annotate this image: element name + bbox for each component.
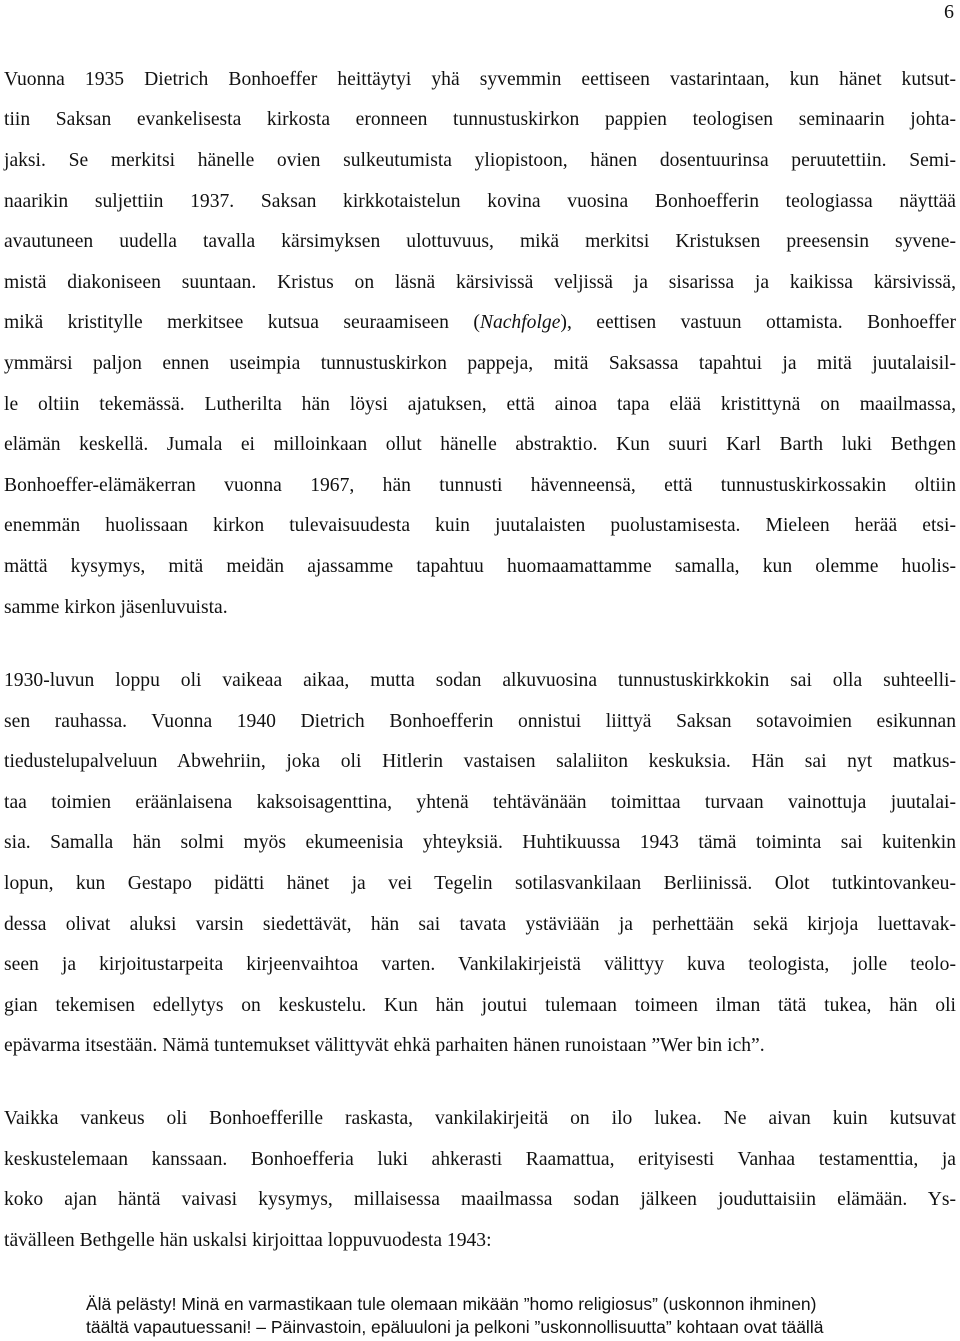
page-number: 6: [944, 1, 954, 23]
text-line: tävälleen Bethgelle hän uskalsi kirjoittaa loppuvuodesta 1943:: [4, 1230, 492, 1251]
text-line: enemmän huolissaan kirkon tulevaisuudesta kuin juutalaisten puolustamisesta. Mieleen herää etsi-: [4, 515, 956, 536]
text-line: koko ajan häntä vaivasi kysymys, millaisessa maailmassa sodan jälkeen jouduttaisiin elämään. Ys-: [4, 1189, 956, 1210]
text-line: epävarma itsestään. Nämä tuntemukset välittyvät ehkä parhaiten hänen runoistaan ”Wer bin ich”.: [4, 1035, 765, 1056]
text-line: Vaikka vankeus oli Bonhoefferille raskasta, vankilakirjeitä on ilo lukea. Ne aivan kuin kutsuvat: [4, 1108, 956, 1129]
text-line: elämän keskellä. Jumala ei milloinkaan ollut hänelle abstraktio. Kun suuri Karl Barth luki Bethgen: [4, 434, 956, 455]
text-line: jaksi. Se merkitsi hänelle ovien sulkeutumista yliopistoon, hänen dosentuurinsa peruutettiin. Semi-: [4, 150, 956, 171]
text-line: seen ja kirjoitustarpeita kirjeenvaihtoa varten. Vankilakirjeistä välittyy kuva teologista, jolle teolo-: [4, 954, 956, 975]
text-line-with-italic: [4, 310, 956, 336]
text-line: sia. Samalla hän solmi myös ekumeenisia yhteyksiä. Huhtikuussa 1943 tämä toiminta sai kuitenkin: [4, 832, 956, 853]
italic-term: Nachfolge: [479, 312, 561, 333]
text-line: ymmärsi paljon ennen useimpia tunnustuskirkon pappeja, mitä Saksassa tapahtui ja mitä juutalaisil-: [4, 353, 956, 374]
text-line: taa toimien eräänlaisena kaksoisagenttina, yhtenä tehtävänään toimittaa turvaan vainottuja juutalai-: [4, 792, 956, 813]
text-line: mättä kysymys, mitä meidän ajassamme tapahtuu huomaamattamme samalla, kun olemme huolis-: [4, 556, 956, 577]
text-line: sen rauhassa. Vuonna 1940 Dietrich Bonhoefferin onnistui liittyä Saksan sotavoimien esikunnan: [4, 711, 956, 732]
quote-line: täältä vapautuessani! – Päinvastoin, epäluuloni ja pelkoni ”uskonnollisuutta” kohtaan ovat täällä: [86, 1317, 824, 1337]
text-segment: mikä kristitylle merkitsee kutsua seuraamiseen (: [4, 312, 480, 333]
text-line: tiin Saksan evankelisesta kirkosta eronneen tunnustuskirkon pappien teologisen seminaarin johta-: [4, 109, 956, 130]
text-line: le oltiin tekemässä. Lutherilta hän löysi ajatuksen, että ainoa tapa elää kristittynä on maailmassa,: [4, 394, 956, 415]
text-line: dessa olivat aluksi varsin siedettävät, hän sai tavata ystäviään ja perhettään sekä kirjoja luettavak-: [4, 914, 956, 935]
quote-line: Älä pelästy! Minä en varmastikaan tule olemaan mikään ”homo religiosus” (uskonnon ihminen): [86, 1294, 817, 1314]
text-line: avautuneen uudella tavalla kärsimyksen ulottuvuus, mikä merkitsi Kristuksen preesensin syvene-: [4, 231, 956, 252]
text-line: mistä diakoniseen suuntaan. Kristus on läsnä kärsivissä veljissä ja sisarissa ja kaikissa kärsivissä,: [4, 272, 956, 293]
text-line: naarikin suljettiin 1937. Saksan kirkkotaistelun kovina vuosina Bonhoefferin teologiassa näyttää: [4, 191, 956, 212]
text-line: Bonhoeffer-elämäkerran vuonna 1967, hän tunnusti hävenneensä, että tunnustuskirkossakin oltiin: [4, 475, 956, 496]
text-line: 1930-luvun loppu oli vaikeaa aikaa, mutta sodan alkuvuosina tunnustuskirkkokin sai olla suhteelli-: [4, 670, 956, 691]
text-line: keskustelemaan kanssaan. Bonhoefferia luki ahkerasti Raamattua, erityisesti Vanhaa testamenttia, ja: [4, 1149, 956, 1170]
text-segment: ), eettisen vastuun ottamista. Bonhoeffer: [560, 312, 957, 333]
text-line: lopun, kun Gestapo pidätti hänet ja vei Tegelin sotilasvankilaan Berliinissä. Olot tutkintovankeu-: [4, 873, 956, 894]
text-line: tiedustelupalveluun Abwehriin, joka oli Hitlerin vastaisen salaliiton keskuksia. Hän sai nyt matkus-: [4, 751, 956, 772]
text-line: samme kirkon jäsenluvuista.: [4, 597, 228, 618]
text-line: gian tekemisen edellytys on keskustelu. Kun hän joutui tulemaan toimeen ilman tätä tukea, hän oli: [4, 995, 956, 1016]
text-line: Vuonna 1935 Dietrich Bonhoeffer heittäytyi yhä syvemmin eettiseen vastarintaan, kun hänet kutsut-: [4, 69, 956, 90]
